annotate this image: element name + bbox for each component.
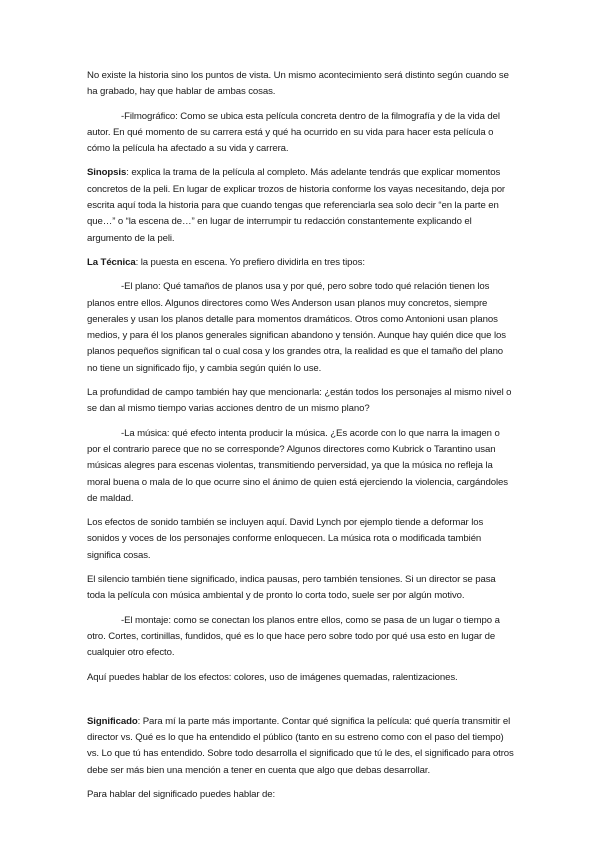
paragraph-hablar-significado: Para hablar del significado puedes hablar de: (87, 788, 276, 800)
paragraph-efectos: Aquí puedes hablar de los efectos: colores, uso de imágenes quemadas, ralentizaciones. (87, 671, 458, 683)
paragraph-profundidad: La profundidad de campo también hay que mencionarla: ¿están todos los personajes al mismo nivel o se dan al mismo tiempo varias acciones dentro de un mismo plano? (87, 387, 512, 415)
paragraph-plano: -El plano: Qué tamaños de planos usa y por qué, pero sobre todo qué relación tienen los planos entre ellos. Algunos directores como Wes Anderson usan planos muy concretos, siempre generales y usan los planos detalle para momentos dramáticos. Otros como Antonioni usan planos medios, y para él los planos generales significan abandono y tensión. Aunque hay quién dice que los planos pequeños significan tal o cual cosa y los grandes otra, la realidad es que el tamaño del plano no tiene un significado fijo, y cambia según quién lo use. (87, 281, 506, 374)
paragraph-sinopsis (87, 165, 514, 246)
tecnica-heading: La Técnica (87, 256, 136, 268)
paragraph-filmografico: -Filmográfico: Como se ubica esta película concreta dentro de la filmografía y de la vida del autor. En qué momento de su carrera está y qué ha ocurrido en su vida para hacer esta película o cómo la película ha afectado a su vida y carrera. (87, 110, 500, 155)
paragraph-significado (87, 714, 514, 779)
paragraph-points-of-view: No existe la historia sino los puntos de vista. Un mismo acontecimiento será distinto según cuando se ha grabado, hay que hablar de ambas cosas. (87, 70, 509, 98)
sinopsis-text: : explica la trama de la película al completo. Más adelante tendrás que explicar momentos concretos de la peli. En lugar de explicar trozos de historia conforme los vayas necesitando, deja por escrita aquí toda la historia para que cuando tengas que referenciarla sea solo decir “en la parte en que…” o “la escena de…” en lugar de interrumpir tu redacción constantemente explicando el argumento de la peli. (87, 167, 506, 244)
section-spacer (87, 694, 514, 714)
paragraph-efectos-sonido: Los efectos de sonido también se incluyen aquí. David Lynch por ejemplo tiende a deformar los sonidos y voces de los personajes conforme enloquecen. La música rota o modificada también significa cosas. (87, 517, 484, 561)
paragraph-silencio: El silencio también tiene significado, indica pausas, pero también tensiones. Si un director se pasa toda la película con música ambiental y de pronto lo corta todo, suele ser por algún motivo. (87, 574, 496, 602)
paragraph-musica: -La música: qué efecto intenta producir la música. ¿Es acorde con lo que narra la imagen o por el contrario parece que no se corresponde? Algunos directores como Kubrick o Tarantino usan músicas alegres para escenas violentas, transmitiendo perversidad, ya que la música no refleja la moral buena o mala de lo que ocurre sino el ánimo de quien está ejerciendo la violencia, cargándoles de maldad. (87, 427, 508, 504)
tecnica-text: : la puesta en escena. Yo prefiero dividirla en tres tipos: (135, 256, 365, 268)
sinopsis-heading: Sinopsis (87, 167, 127, 179)
paragraph-tecnica (87, 255, 514, 271)
paragraph-montaje: -El montaje: como se conectan los planos entre ellos, como se pasa de un lugar o tiempo a otro. Cortes, cortinillas, fundidos, qué es lo que hace pero sobre todo por qué usa esto en lugar de cualquier otro efecto. (87, 614, 500, 659)
significado-heading: Significado (87, 715, 138, 727)
significado-text: : Para mí la parte más importante. Contar qué significa la película: qué quería transmitir el director vs. Qué es lo que ha entendido el público (tanto en su estreno como con el paso del tiempo) vs. Lo que tú has entendido. Sobre todo desarrolla el significado que tú le des, el significado para otros debe ser más bien una mención a tener en cuenta que algo que debas desarrollar. (87, 715, 514, 776)
